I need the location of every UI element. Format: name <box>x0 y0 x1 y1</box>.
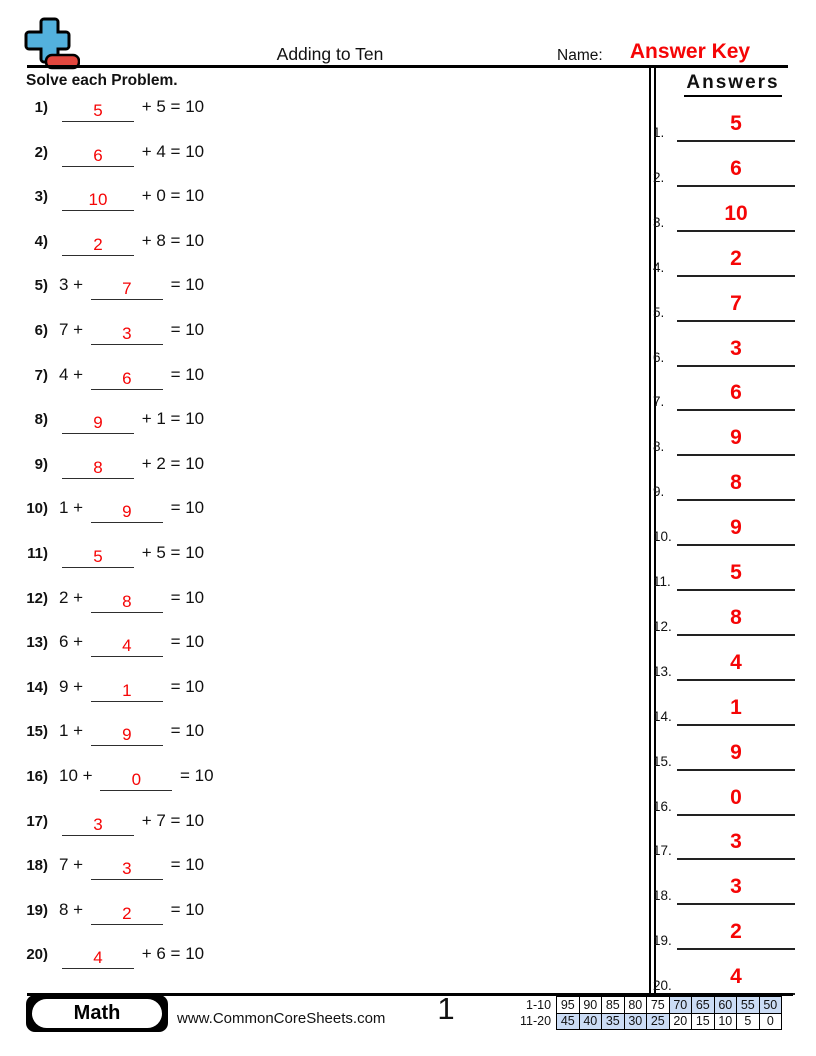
answer-item <box>653 961 795 993</box>
answer-blank: 0 <box>100 770 172 791</box>
answer-value: 9 <box>677 512 795 546</box>
problem-right-part: = 10 <box>165 855 205 875</box>
answer-value: 4 <box>677 961 795 995</box>
score-cell: 75 <box>647 997 670 1014</box>
answer-value: 7 <box>677 288 795 322</box>
problem-left-operand: 9 + <box>59 676 88 696</box>
brand-badge <box>26 995 168 1032</box>
score-cell: 95 <box>557 997 580 1014</box>
score-row-label: 1-10 <box>526 997 552 1012</box>
score-cell: 90 <box>579 997 602 1014</box>
answer-value: 6 <box>677 153 795 187</box>
answer-item <box>653 243 795 275</box>
answer-item <box>653 512 795 544</box>
answer-blank: 1 <box>91 681 163 702</box>
answer-blank: 3 <box>91 324 163 345</box>
problem-left-operand: 4 + <box>59 364 88 384</box>
problem-right-part: = 10 <box>165 632 205 652</box>
answer-blank: 9 <box>91 725 163 746</box>
answer-blank: 5 <box>62 101 134 122</box>
answer-number: 5. <box>653 304 665 320</box>
score-cell: 40 <box>579 1013 602 1030</box>
answer-item <box>653 422 795 454</box>
score-cell: 25 <box>647 1013 670 1030</box>
score-cell: 20 <box>669 1013 692 1030</box>
answer-blank: 2 <box>62 235 134 256</box>
problem-right-part: = 10 <box>165 320 205 339</box>
answer-value: 4 <box>677 647 795 681</box>
answer-item <box>653 871 795 903</box>
problem-right-part: + 4 = 10 <box>137 141 205 161</box>
answer-blank: 8 <box>91 592 163 613</box>
answer-item <box>653 467 795 499</box>
score-cell: 50 <box>759 997 782 1014</box>
problem-right-part: + 7 = 10 <box>137 810 205 830</box>
answer-item <box>653 647 795 679</box>
score-cell: 30 <box>624 1013 647 1030</box>
answer-blank: 4 <box>62 948 134 969</box>
answer-blank: 4 <box>91 636 163 657</box>
answer-number: 4. <box>653 259 665 275</box>
score-cell: 5 <box>737 1013 760 1030</box>
problem-right-part: + 0 = 10 <box>137 186 205 206</box>
score-cell: 65 <box>692 997 715 1014</box>
answer-number: 6. <box>653 349 665 365</box>
problem-left-operand: 3 + <box>59 275 88 295</box>
score-cell: 70 <box>669 997 692 1014</box>
answer-value: 3 <box>677 333 795 367</box>
answers-title: Answers <box>658 72 808 97</box>
answer-value: 6 <box>677 377 795 411</box>
answer-blank: 3 <box>91 859 163 880</box>
answer-number: 1. <box>653 125 665 140</box>
problem-number: 5) <box>34 277 48 295</box>
problem-number: 12) <box>26 589 48 607</box>
answer-value: 5 <box>677 108 795 142</box>
problem-number: 17) <box>26 812 48 830</box>
problem-left-operand: 7 + <box>59 855 88 875</box>
score-cell: 35 <box>602 1013 625 1030</box>
problem-number: 8) <box>34 411 48 429</box>
problem-right-part: + 2 = 10 <box>137 453 205 473</box>
answer-blank: 9 <box>62 413 134 434</box>
instructions-text: Solve each Problem. <box>26 72 178 89</box>
brand-label: Math <box>32 999 162 1028</box>
answer-number: 14. <box>653 708 672 724</box>
answer-value: 0 <box>677 782 795 816</box>
problem-right-part: + 5 = 10 <box>137 543 205 562</box>
problem-right-part: = 10 <box>165 721 205 741</box>
problem-number: 16) <box>26 768 48 785</box>
answer-item <box>653 288 795 320</box>
answer-number: 12. <box>653 618 672 634</box>
answer-number: 9. <box>653 484 665 500</box>
answer-number: 11. <box>653 574 671 589</box>
score-cell: 85 <box>602 997 625 1014</box>
answer-value: 8 <box>677 467 795 501</box>
answer-number: 2. <box>653 169 665 185</box>
answer-item <box>653 692 795 724</box>
problem-number: 6) <box>34 322 48 339</box>
answer-item <box>653 377 795 409</box>
score-cell: 45 <box>557 1013 580 1030</box>
answer-number: 3. <box>653 214 665 230</box>
answer-blank: 2 <box>91 904 163 925</box>
answer-value: 3 <box>677 871 795 905</box>
answer-number: 13. <box>653 663 672 679</box>
answer-number: 10. <box>653 529 672 545</box>
problem-right-part: = 10 <box>165 899 205 919</box>
problem-right-part: + 5 = 10 <box>137 97 205 116</box>
name-label: Name: <box>557 47 603 64</box>
answer-number: 7. <box>653 394 665 410</box>
problem-number: 19) <box>26 901 48 919</box>
answer-value: 9 <box>677 422 795 456</box>
answer-value: 2 <box>677 916 795 950</box>
problem-left-operand: 2 + <box>59 587 88 607</box>
answer-blank: 6 <box>62 146 134 167</box>
score-cell: 80 <box>624 997 647 1014</box>
problem-right-part: = 10 <box>165 587 205 607</box>
problem-right-part: + 1 = 10 <box>137 409 205 429</box>
answer-number: 16. <box>653 798 672 814</box>
answer-number: 15. <box>653 753 672 769</box>
answer-item <box>653 333 795 365</box>
problem-number: 7) <box>34 366 48 384</box>
page-number: 1 <box>437 991 455 1026</box>
answer-value: 10 <box>677 198 795 232</box>
problem-left-operand: 8 + <box>59 899 88 919</box>
answer-item <box>653 916 795 948</box>
problem-left-operand: 1 + <box>59 498 88 518</box>
problem-number: 2) <box>34 143 48 161</box>
answer-blank: 8 <box>62 458 134 479</box>
problem-right-part: = 10 <box>165 676 205 696</box>
score-cell: 15 <box>692 1013 715 1030</box>
problem-number: 20) <box>26 946 48 964</box>
answer-item <box>653 782 795 814</box>
site-url: www.CommonCoreSheets.com <box>177 1010 386 1027</box>
score-cell: 60 <box>714 997 737 1014</box>
score-row <box>520 1013 782 1030</box>
problem-right-part: = 10 <box>165 364 205 384</box>
score-cell: 0 <box>759 1013 782 1030</box>
page-title: Adding to Ten <box>276 44 384 64</box>
answer-value: 2 <box>677 243 795 277</box>
answer-number: 17. <box>653 843 672 859</box>
problem-right-part: + 8 = 10 <box>137 230 205 250</box>
answer-item <box>653 737 795 769</box>
problem-number: 18) <box>26 857 48 875</box>
answer-value: 8 <box>677 602 795 636</box>
answer-blank: 9 <box>91 502 163 523</box>
problem-right-part: = 10 <box>165 275 205 295</box>
answer-value: 5 <box>677 557 795 591</box>
answer-item <box>653 108 795 140</box>
problem-number: 13) <box>26 634 48 652</box>
answer-blank: 5 <box>62 547 134 568</box>
score-table <box>520 996 782 1030</box>
score-cell: 55 <box>737 997 760 1014</box>
problem-number: 11) <box>27 545 48 562</box>
answer-item <box>653 153 795 185</box>
problem-number: 1) <box>34 99 48 116</box>
problem-left-operand: 6 + <box>59 632 88 652</box>
problem-right-part: + 6 = 10 <box>137 944 205 964</box>
problem-number: 3) <box>34 188 48 206</box>
problem-number: 10) <box>26 500 48 518</box>
score-cell: 10 <box>714 1013 737 1030</box>
answer-key-label: Answer Key <box>629 40 751 63</box>
problem-left-operand: 1 + <box>59 721 88 741</box>
answer-number: 18. <box>653 888 672 904</box>
answer-number: 8. <box>653 439 665 455</box>
answer-number: 19. <box>653 933 672 949</box>
answer-item <box>653 198 795 230</box>
problem-left-operand: 7 + <box>59 320 88 339</box>
problem-number: 9) <box>34 455 48 473</box>
problem-right-part: = 10 <box>165 498 205 518</box>
answer-blank: 10 <box>62 190 134 211</box>
score-row <box>520 997 782 1014</box>
score-grid <box>520 996 782 1030</box>
score-row-label: 11-20 <box>520 1014 552 1029</box>
answer-number: 20. <box>653 978 672 994</box>
answer-value: 9 <box>677 737 795 771</box>
answer-blank: 3 <box>62 815 134 836</box>
answer-item <box>653 602 795 634</box>
problem-number: 15) <box>26 723 48 741</box>
answer-value: 1 <box>677 692 795 726</box>
answer-blank: 6 <box>91 369 163 390</box>
answer-value: 3 <box>677 826 795 860</box>
problem-number: 4) <box>34 232 48 250</box>
answer-item <box>653 826 795 858</box>
answer-item <box>653 557 795 589</box>
answer-blank: 7 <box>91 279 163 300</box>
problem-right-part: = 10 <box>175 766 214 785</box>
problem-number: 14) <box>26 678 48 696</box>
problem-left-operand: 10 + <box>59 766 98 785</box>
